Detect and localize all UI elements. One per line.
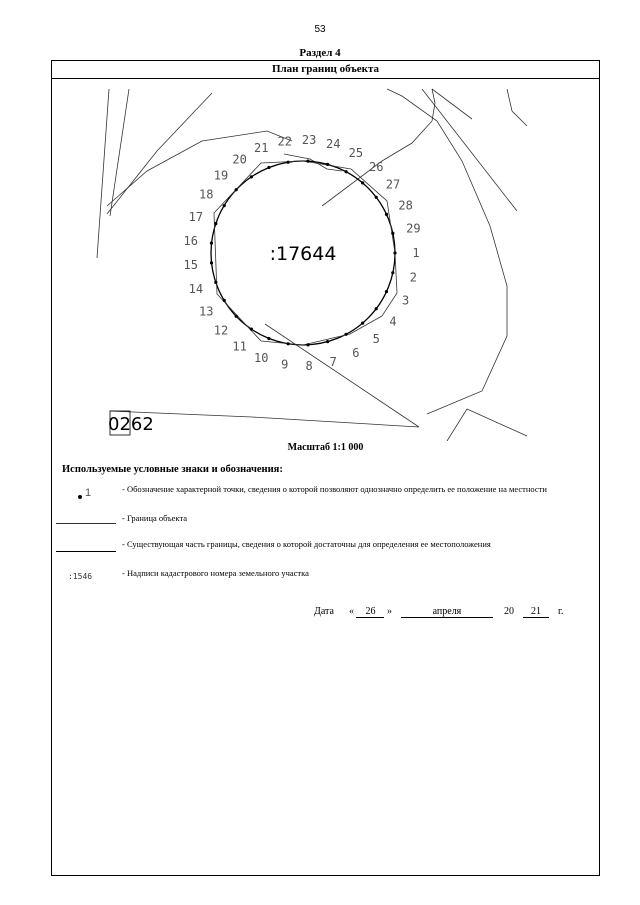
date-row bbox=[314, 606, 563, 618]
point-label-1: 1 bbox=[412, 246, 420, 260]
point-label-2: 2 bbox=[409, 270, 418, 285]
boundary-point-25 bbox=[345, 170, 348, 173]
boundary-point-18 bbox=[223, 204, 226, 207]
point-label-24: 24 bbox=[325, 137, 341, 152]
point-label-4: 4 bbox=[389, 314, 397, 329]
legend-cadastral-desc: - Надписи кадастрового номера земельного участка bbox=[122, 568, 309, 578]
boundary-point-9 bbox=[287, 342, 290, 345]
date-suffix: г. bbox=[557, 606, 564, 617]
boundary-plan-map bbox=[52, 61, 599, 441]
boundary-point-20 bbox=[250, 175, 253, 178]
legend-point-desc: - Обозначение характерной точки, сведения о которой позволяют однозначно определить ее положение на местности bbox=[122, 484, 547, 494]
boundary-point-17 bbox=[214, 222, 217, 225]
date-label: Дата bbox=[314, 606, 334, 617]
legend-heading: Используемые условные знаки и обозначения: bbox=[62, 464, 283, 475]
point-label-5: 5 bbox=[372, 332, 380, 347]
point-label-19: 19 bbox=[213, 168, 229, 183]
boundary-point-4 bbox=[375, 307, 378, 310]
boundary-line-symbol bbox=[56, 523, 116, 524]
point-label-14: 14 bbox=[188, 282, 204, 297]
boundary-point-12 bbox=[235, 315, 238, 318]
point-label-28: 28 bbox=[398, 198, 413, 213]
cadastral-label-other: 0262 bbox=[108, 414, 154, 435]
page-number: 53 bbox=[314, 24, 326, 35]
point-label-17: 17 bbox=[188, 209, 204, 224]
point-label-26: 26 bbox=[368, 159, 384, 174]
point-label-9: 9 bbox=[281, 357, 289, 372]
cadastral-sample: :1546 bbox=[68, 572, 93, 581]
point-label-11: 11 bbox=[232, 339, 247, 354]
point-label-12: 12 bbox=[213, 323, 229, 338]
point-label-7: 7 bbox=[329, 354, 337, 369]
existing-line-symbol bbox=[56, 551, 116, 552]
point-label-25: 25 bbox=[348, 146, 364, 161]
boundary-point-13 bbox=[223, 299, 226, 302]
date-month: апреля bbox=[401, 606, 493, 618]
point-label-27: 27 bbox=[385, 177, 401, 192]
boundary-point-26 bbox=[361, 181, 364, 184]
boundary-point-21 bbox=[267, 166, 270, 169]
point-label-29: 29 bbox=[406, 221, 421, 236]
plan-title: План границ объекта bbox=[52, 61, 599, 79]
point-label-16: 16 bbox=[183, 233, 198, 248]
boundary-point-3 bbox=[385, 290, 388, 293]
point-symbol-icon bbox=[78, 495, 82, 499]
point-label-3: 3 bbox=[401, 293, 410, 308]
legend-boundary-desc: - Граница объекта bbox=[122, 513, 188, 523]
cadastral-label-main: :17644 bbox=[269, 243, 337, 265]
boundary-point-23 bbox=[306, 160, 309, 163]
legend-existing-desc: - Существующая часть границы, сведения о которой достаточны для определения ее местоположения bbox=[122, 539, 491, 549]
boundary-point-22 bbox=[287, 161, 290, 164]
boundary-point-19 bbox=[235, 188, 238, 191]
point-label-8: 8 bbox=[305, 358, 313, 373]
boundary-point-29 bbox=[391, 232, 394, 235]
boundary-point-5 bbox=[361, 322, 364, 325]
plan-frame bbox=[51, 60, 600, 876]
point-label-21: 21 bbox=[253, 141, 269, 155]
point-label-13: 13 bbox=[198, 304, 214, 319]
boundary-point-24 bbox=[326, 163, 329, 166]
point-label-20: 20 bbox=[232, 152, 247, 167]
boundary-point-8 bbox=[306, 343, 309, 346]
boundary-point-15 bbox=[210, 261, 213, 264]
scale-label: Масштаб 1:1 000 bbox=[287, 442, 364, 453]
boundary-point-16 bbox=[210, 242, 213, 245]
boundary-point-1 bbox=[393, 251, 396, 254]
point-sample-label: 1 bbox=[85, 487, 92, 499]
boundary-point-14 bbox=[214, 281, 217, 284]
boundary-point-10 bbox=[267, 337, 270, 340]
boundary-point-27 bbox=[375, 196, 378, 199]
date-open-quote: « bbox=[348, 606, 354, 617]
boundary-point-2 bbox=[391, 271, 394, 274]
boundary-point-6 bbox=[345, 333, 348, 336]
date-year: 21 bbox=[523, 606, 549, 618]
boundary-point-7 bbox=[326, 340, 329, 343]
date-close-quote: » bbox=[386, 606, 392, 617]
point-label-18: 18 bbox=[198, 187, 214, 202]
boundary-point-28 bbox=[385, 213, 388, 216]
date-century: 20 bbox=[503, 606, 514, 617]
section-title: Раздел 4 bbox=[299, 47, 341, 59]
date-day: 26 bbox=[356, 606, 384, 618]
boundary-point-11 bbox=[250, 328, 253, 331]
point-label-10: 10 bbox=[253, 351, 269, 365]
point-label-22: 22 bbox=[277, 134, 292, 149]
point-label-23: 23 bbox=[301, 133, 317, 148]
point-label-15: 15 bbox=[183, 258, 198, 273]
point-label-6: 6 bbox=[352, 345, 360, 360]
